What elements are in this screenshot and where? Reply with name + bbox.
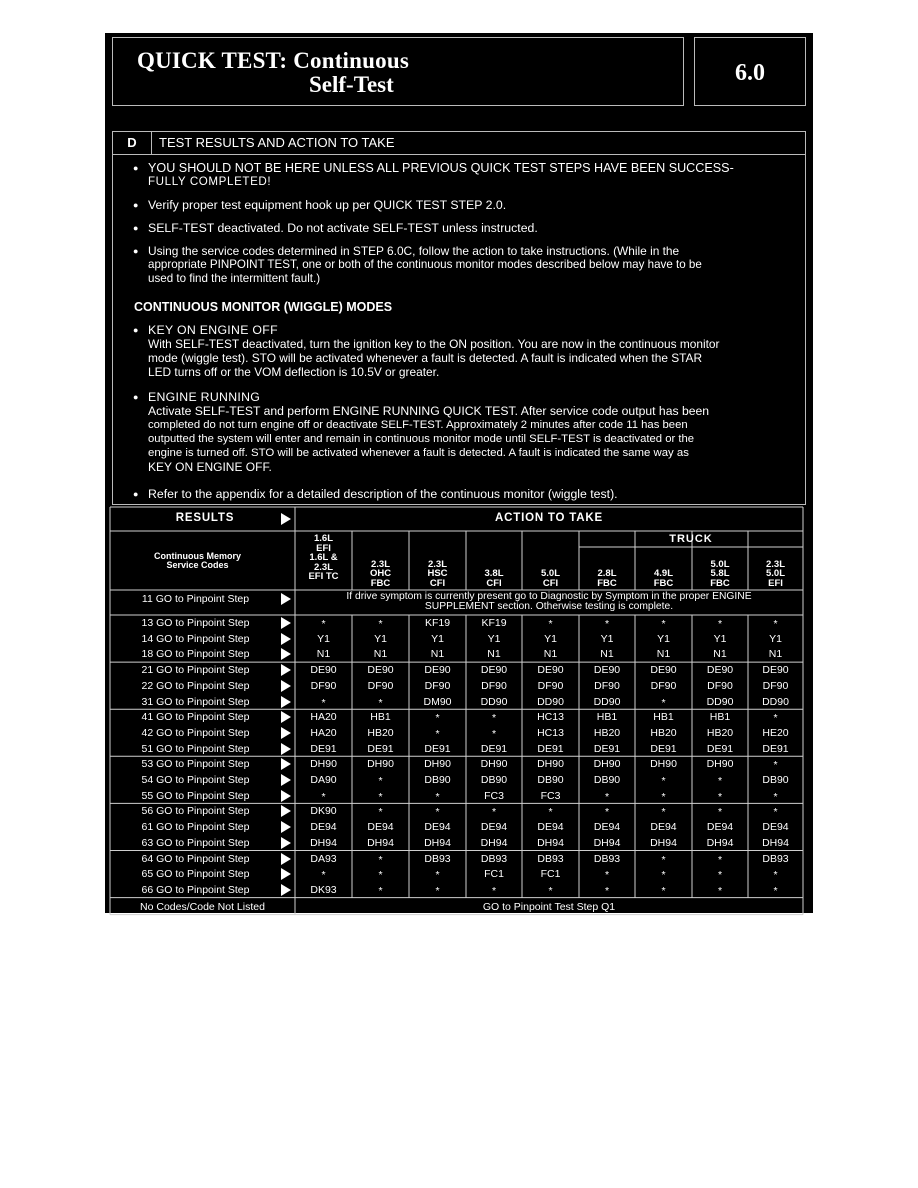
action-cell: DH94 bbox=[310, 836, 337, 849]
action-cell: Y1 bbox=[374, 632, 387, 645]
action-cell: * bbox=[321, 869, 326, 882]
engine-column-header: FBC bbox=[653, 577, 674, 589]
action-cell: DD90 bbox=[706, 695, 734, 708]
step-title: TEST RESULTS AND ACTION TO TAKE bbox=[159, 135, 395, 150]
truck-header: TRUCK bbox=[669, 533, 713, 545]
row-label: 41 GO to Pinpoint Step bbox=[141, 711, 250, 724]
action-cell: HB20 bbox=[650, 726, 677, 739]
action-cell: * bbox=[378, 618, 383, 630]
row-label: 42 GO to Pinpoint Step bbox=[141, 726, 250, 739]
action-cell: * bbox=[717, 884, 723, 897]
er-line-5: KEY ON ENGINE OFF. bbox=[148, 460, 272, 474]
action-cell: DH90 bbox=[706, 758, 734, 771]
action-cell: * bbox=[717, 869, 723, 882]
action-cell: DB90 bbox=[593, 774, 621, 786]
engine-column-header: 5.0L bbox=[765, 568, 785, 579]
action-cell: * bbox=[661, 806, 666, 819]
action-cell: * bbox=[321, 618, 326, 630]
action-cell: HE20 bbox=[762, 726, 789, 739]
no-codes-label: No Codes/Code Not Listed bbox=[140, 900, 265, 913]
action-cell: * bbox=[378, 806, 383, 819]
action-cell: * bbox=[773, 869, 778, 882]
arrow-right-icon bbox=[281, 743, 291, 755]
action-cell: DB93 bbox=[537, 852, 564, 865]
action-cell: DF90 bbox=[594, 679, 620, 692]
arrow-right-icon bbox=[281, 884, 291, 896]
action-cell: * bbox=[491, 712, 497, 725]
action-cell: N1 bbox=[430, 648, 445, 661]
action-cell: DE90 bbox=[367, 664, 394, 677]
action-cell: Y1 bbox=[317, 632, 330, 645]
row-label: 65 GO to Pinpoint Step bbox=[141, 868, 250, 881]
arrow-right-icon bbox=[281, 513, 291, 525]
action-cell: FC3 bbox=[484, 789, 504, 802]
action-cell: DF90 bbox=[367, 679, 394, 692]
action-cell: N1 bbox=[373, 648, 388, 661]
action-cell: DF90 bbox=[424, 679, 451, 692]
engine-column-header: HSC bbox=[427, 568, 448, 579]
action-cell: DH94 bbox=[424, 836, 451, 849]
arrow-right-icon bbox=[281, 617, 291, 629]
action-cell: * bbox=[717, 806, 723, 819]
action-cell: * bbox=[661, 884, 666, 897]
action-cell: DF90 bbox=[650, 679, 677, 692]
action-cell: * bbox=[435, 712, 440, 725]
arrow-right-icon bbox=[281, 727, 291, 739]
action-cell: Y1 bbox=[431, 632, 444, 645]
action-cell: DH90 bbox=[367, 758, 394, 771]
bullet-5: Refer to the appendix for a detailed description of the continuous monitor (wiggle test). bbox=[148, 487, 618, 501]
action-cell: * bbox=[604, 790, 610, 803]
action-cell: FC1 bbox=[484, 868, 504, 881]
action-cell: * bbox=[773, 806, 778, 819]
row-label: 51 GO to Pinpoint Step bbox=[141, 742, 250, 755]
action-cell: DB90 bbox=[480, 774, 508, 786]
er-line-3: outputted the system will enter and remain in continuous monitor mode until SELF-TEST is deactivated or the bbox=[148, 433, 695, 445]
engine-column-header: 2.3L bbox=[313, 561, 333, 573]
action-cell: DE90 bbox=[537, 664, 564, 677]
action-cell: N1 bbox=[768, 648, 783, 661]
results-header: RESULTS bbox=[175, 512, 235, 524]
no-codes-action: GO to Pinpoint Test Step Q1 bbox=[482, 900, 616, 913]
action-cell: DH90 bbox=[424, 758, 451, 771]
row-label: 55 GO to Pinpoint Step bbox=[141, 789, 250, 802]
arrow-right-icon bbox=[281, 821, 291, 833]
action-cell: DH94 bbox=[593, 836, 621, 849]
action-cell: DB93 bbox=[593, 852, 621, 865]
page-title: QUICK TEST: Continuous bbox=[137, 48, 409, 73]
action-cell: * bbox=[378, 790, 383, 803]
action-cell: N1 bbox=[656, 648, 671, 661]
action-cell: DE91 bbox=[424, 742, 451, 755]
action-cell: DE90 bbox=[762, 664, 789, 677]
engine-column-header: CFI bbox=[429, 577, 446, 589]
engine-column-header: FBC bbox=[710, 577, 730, 589]
action-cell: DE94 bbox=[367, 821, 394, 834]
engine-column-header: EFI TC bbox=[308, 571, 339, 582]
action-cell: * bbox=[548, 884, 553, 897]
engine-column-header: 1.6L & bbox=[309, 552, 338, 563]
action-cell: Y1 bbox=[487, 632, 501, 645]
action-header: ACTION TO TAKE bbox=[495, 512, 603, 524]
engine-column-header: EFI bbox=[316, 542, 331, 554]
action-cell: DD90 bbox=[762, 695, 789, 708]
action-cell: HB1 bbox=[596, 711, 618, 724]
row-label: 54 GO to Pinpoint Step bbox=[141, 774, 250, 786]
action-cell: DA90 bbox=[310, 774, 337, 786]
action-cell: DF90 bbox=[537, 679, 564, 692]
engine-column-header: 4.9L bbox=[653, 568, 673, 579]
engine-column-header: 5.0L bbox=[540, 568, 560, 579]
action-cell: HA20 bbox=[310, 711, 337, 724]
row-label: 13 GO to Pinpoint Step bbox=[141, 617, 250, 629]
action-cell: DK90 bbox=[310, 805, 337, 818]
bullet-1-line-1: YOU SHOULD NOT BE HERE UNLESS ALL PREVIOUS QUICK TEST STEPS HAVE BEEN SUCCESS- bbox=[148, 161, 734, 175]
koeo-line-2: mode (wiggle test). STO will be activated whenever a fault is detected. A fault is indicated when the STAR bbox=[148, 351, 703, 365]
bullet-icon: ● bbox=[133, 246, 139, 256]
action-cell: DF90 bbox=[762, 679, 789, 692]
action-cell: DK93 bbox=[310, 883, 337, 896]
action-cell: DE94 bbox=[480, 821, 508, 834]
row-label: 18 GO to Pinpoint Step bbox=[141, 648, 250, 661]
action-cell: * bbox=[604, 884, 610, 897]
action-cell: * bbox=[773, 759, 778, 772]
action-cell: * bbox=[548, 806, 553, 819]
action-cell: DE90 bbox=[706, 664, 734, 677]
action-cell: DH90 bbox=[593, 758, 621, 771]
action-cell: HB20 bbox=[706, 726, 734, 739]
action-cell: N1 bbox=[543, 648, 558, 661]
action-cell: DE94 bbox=[593, 821, 621, 834]
row-label: 56 GO to Pinpoint Step bbox=[141, 805, 250, 818]
action-cell: DE91 bbox=[762, 742, 789, 755]
bullet-4-line-2: appropriate PINPOINT TEST, one or both of the continuous monitor modes described below may have to be bbox=[148, 258, 702, 271]
action-cell: * bbox=[435, 806, 440, 819]
bullet-icon: ● bbox=[133, 200, 139, 210]
action-cell: * bbox=[435, 727, 440, 740]
arrow-right-icon bbox=[281, 790, 291, 802]
action-cell: * bbox=[378, 884, 383, 897]
row-label: 21 GO to Pinpoint Step bbox=[141, 664, 250, 677]
bullet-icon: ● bbox=[133, 325, 139, 335]
action-cell: * bbox=[604, 618, 610, 630]
action-cell: DE90 bbox=[480, 664, 508, 677]
arrow-right-icon bbox=[281, 805, 291, 817]
engine-column-header: CFI bbox=[486, 577, 502, 589]
action-cell: DH90 bbox=[650, 758, 677, 771]
engine-column-header: 2.3L bbox=[370, 558, 390, 570]
action-cell: * bbox=[604, 869, 610, 882]
engine-column-header: 5.8L bbox=[710, 568, 730, 579]
step-letter: D bbox=[113, 132, 152, 154]
arrow-right-icon bbox=[281, 680, 291, 692]
action-cell: DE91 bbox=[593, 742, 621, 755]
row-label: 31 GO to Pinpoint Step bbox=[141, 695, 250, 708]
action-cell: DF90 bbox=[310, 679, 337, 692]
arrow-right-icon bbox=[281, 633, 291, 645]
action-cell: DE94 bbox=[762, 821, 789, 834]
koeo-line-3: LED turns off or the VOM deflection is 10.5V or greater. bbox=[148, 365, 440, 379]
row-label: 63 GO to Pinpoint Step bbox=[141, 836, 250, 849]
action-cell: HB20 bbox=[593, 726, 621, 739]
action-cell: * bbox=[435, 884, 440, 897]
action-cell: N1 bbox=[713, 648, 727, 661]
action-cell: DH94 bbox=[537, 836, 564, 849]
row-label: 14 GO to Pinpoint Step bbox=[141, 632, 250, 645]
action-cell: DE91 bbox=[310, 742, 337, 755]
action-cell: * bbox=[548, 618, 553, 630]
action-cell: * bbox=[321, 790, 326, 803]
action-cell: * bbox=[773, 790, 778, 803]
bullet-1-line-2: FULLY COMPLETED! bbox=[148, 175, 272, 188]
action-cell: Y1 bbox=[713, 632, 727, 645]
action-cell: DH94 bbox=[650, 836, 677, 849]
engine-column-header: 3.8L bbox=[484, 568, 504, 579]
action-cell: * bbox=[491, 806, 497, 819]
section-number: 6.0 bbox=[735, 60, 765, 86]
action-cell: * bbox=[661, 618, 666, 630]
arrow-right-icon bbox=[281, 593, 291, 605]
action-cell: DH90 bbox=[310, 758, 337, 771]
row-label: 64 GO to Pinpoint Step bbox=[141, 852, 250, 865]
action-cell: KF19 bbox=[424, 617, 451, 629]
action-cell: HB1 bbox=[653, 711, 674, 724]
action-cell: DE91 bbox=[537, 742, 564, 755]
action-cell: DH94 bbox=[367, 836, 394, 849]
action-cell: Y1 bbox=[657, 632, 670, 645]
er-line-4: engine is turned off. STO will be activated whenever a fault is detected. A fault is indicated the same way as bbox=[148, 447, 689, 459]
er-line-1: Activate SELF-TEST and perform ENGINE RUNNING QUICK TEST. After service code output has been bbox=[148, 404, 710, 418]
action-cell: DE90 bbox=[310, 664, 337, 677]
action-cell: FC3 bbox=[540, 789, 561, 802]
action-cell: * bbox=[661, 696, 666, 709]
bullet-4-line-1: Using the service codes determined in STEP 6.0C, follow the action to take instructions. (While in the bbox=[148, 244, 680, 258]
action-cell: DD90 bbox=[537, 695, 564, 708]
action-cell: DE91 bbox=[367, 742, 394, 755]
row-label: 53 GO to Pinpoint Step bbox=[141, 758, 250, 771]
action-cell: DE94 bbox=[650, 821, 677, 834]
action-cell: DB93 bbox=[480, 852, 508, 865]
engine-column-header: 2.3L bbox=[765, 558, 785, 570]
action-cell: N1 bbox=[487, 648, 501, 661]
action-cell: DD90 bbox=[593, 695, 621, 708]
er-title: ENGINE RUNNING bbox=[148, 390, 261, 404]
action-cell: DM90 bbox=[423, 695, 452, 708]
action-cell: DB90 bbox=[762, 774, 789, 786]
action-cell: * bbox=[717, 618, 723, 630]
action-cell: DE94 bbox=[706, 821, 734, 834]
action-cell: HB1 bbox=[370, 711, 391, 724]
action-cell: * bbox=[378, 696, 383, 709]
action-cell: HC13 bbox=[537, 711, 564, 724]
arrow-right-icon bbox=[281, 648, 291, 660]
action-cell: N1 bbox=[600, 648, 614, 661]
action-cell: DF90 bbox=[707, 679, 733, 692]
bullet-4-line-3: used to find the intermittent fault.) bbox=[148, 272, 321, 285]
arrow-right-icon bbox=[281, 758, 291, 770]
action-cell: DE91 bbox=[706, 742, 734, 755]
action-cell: DH94 bbox=[762, 836, 789, 849]
arrow-right-icon bbox=[281, 664, 291, 676]
action-cell: DH90 bbox=[537, 758, 564, 771]
row-label: 66 GO to Pinpoint Step bbox=[141, 883, 250, 896]
bullet-icon: ● bbox=[133, 392, 139, 402]
action-cell: DE91 bbox=[650, 742, 677, 755]
action-cell: * bbox=[661, 853, 666, 866]
action-cell: DH94 bbox=[480, 836, 508, 849]
page-subtitle: Self-Test bbox=[309, 72, 394, 97]
engine-column-header: 2.8L bbox=[597, 568, 617, 579]
engine-column-header: 5.0L bbox=[710, 558, 730, 570]
action-cell: Y1 bbox=[769, 632, 782, 645]
codes-header-line-2: Service Codes bbox=[166, 560, 229, 570]
action-cell: DE94 bbox=[310, 821, 337, 834]
action-cell: HB1 bbox=[709, 711, 731, 724]
action-cell: * bbox=[435, 790, 440, 803]
koeo-title: KEY ON ENGINE OFF bbox=[148, 323, 278, 337]
action-cell: DF90 bbox=[481, 679, 507, 692]
er-line-2: completed do not turn engine off or deactivate SELF-TEST. Approximately 2 minutes after code 11 has been bbox=[148, 419, 688, 431]
action-cell: DH94 bbox=[706, 836, 734, 849]
arrow-right-icon bbox=[281, 853, 291, 865]
engine-column-header: FBC bbox=[370, 577, 391, 589]
action-cell: * bbox=[661, 790, 666, 803]
action-cell: * bbox=[717, 775, 723, 787]
arrow-right-icon bbox=[281, 696, 291, 708]
action-cell: * bbox=[773, 712, 778, 725]
action-cell: DE90 bbox=[650, 664, 677, 677]
action-cell: * bbox=[378, 775, 383, 787]
action-cell: DB90 bbox=[424, 774, 451, 786]
bullet-icon: ● bbox=[133, 223, 139, 233]
row-label: 61 GO to Pinpoint Step bbox=[141, 821, 250, 834]
action-cell: DB93 bbox=[762, 852, 789, 865]
arrow-right-icon bbox=[281, 837, 291, 849]
action-cell: DE94 bbox=[537, 821, 564, 834]
row-11-action-line-2: SUPPLEMENT section. Otherwise testing is complete. bbox=[424, 601, 674, 612]
action-cell: Y1 bbox=[600, 632, 614, 645]
action-cell: DB93 bbox=[424, 852, 451, 865]
engine-column-header: EFI bbox=[768, 577, 783, 589]
action-cell: * bbox=[773, 884, 778, 897]
koeo-line-1: With SELF-TEST deactivated, turn the ignition key to the ON position. You are now in the continuous monitor bbox=[148, 337, 720, 351]
action-cell: DD90 bbox=[480, 695, 508, 708]
arrow-right-icon bbox=[281, 774, 291, 786]
bullet-icon: ● bbox=[133, 163, 139, 173]
engine-column-header: CFI bbox=[542, 577, 559, 589]
action-cell: * bbox=[435, 869, 440, 882]
action-cell: DE90 bbox=[593, 664, 621, 677]
engine-column-header: 2.3L bbox=[427, 558, 447, 570]
arrow-right-icon bbox=[281, 868, 291, 880]
action-cell: * bbox=[604, 806, 610, 819]
action-cell: HC13 bbox=[537, 726, 564, 739]
row-label: 22 GO to Pinpoint Step bbox=[141, 679, 250, 692]
action-cell: N1 bbox=[316, 648, 331, 661]
action-cell: FC1 bbox=[540, 868, 561, 881]
bullet-2: Verify proper test equipment hook up per QUICK TEST STEP 2.0. bbox=[148, 198, 507, 212]
monitor-modes-heading: CONTINUOUS MONITOR (WIGGLE) MODES bbox=[134, 300, 393, 314]
action-cell: * bbox=[773, 618, 778, 630]
row-label-11: 11 GO to Pinpoint Step bbox=[141, 593, 250, 605]
action-cell: DH90 bbox=[480, 758, 508, 771]
arrow-right-icon bbox=[281, 711, 291, 723]
action-cell: * bbox=[321, 696, 326, 709]
engine-column-header: 1.6L bbox=[313, 533, 333, 544]
action-cell: * bbox=[661, 775, 666, 787]
engine-column-header: OHC bbox=[369, 568, 392, 579]
action-cell: DA93 bbox=[310, 852, 337, 865]
action-cell: DE91 bbox=[480, 742, 508, 755]
action-cell: * bbox=[491, 727, 497, 740]
action-cell: DE94 bbox=[424, 821, 451, 834]
engine-column-header: FBC bbox=[597, 577, 617, 589]
action-cell: KF19 bbox=[481, 617, 507, 629]
action-cell: * bbox=[661, 869, 666, 882]
row-11-action-line-1: If drive symptom is currently present go to Diagnostic by Symptom in the proper ENGINE bbox=[346, 591, 752, 602]
action-cell: * bbox=[717, 790, 723, 803]
action-cell: * bbox=[717, 853, 723, 866]
action-cell: * bbox=[378, 853, 383, 866]
action-cell: DE90 bbox=[424, 664, 451, 677]
action-cell: HA20 bbox=[310, 726, 337, 739]
action-cell: HB20 bbox=[367, 726, 394, 739]
bullet-icon: ● bbox=[133, 489, 139, 499]
action-cell: * bbox=[491, 884, 497, 897]
action-cell: DB90 bbox=[537, 774, 564, 786]
action-cell: Y1 bbox=[544, 632, 557, 645]
action-cell: * bbox=[378, 869, 383, 882]
bullet-3: SELF-TEST deactivated. Do not activate SELF-TEST unless instructed. bbox=[148, 221, 538, 235]
codes-header-line-1: Continuous Memory bbox=[154, 551, 241, 561]
